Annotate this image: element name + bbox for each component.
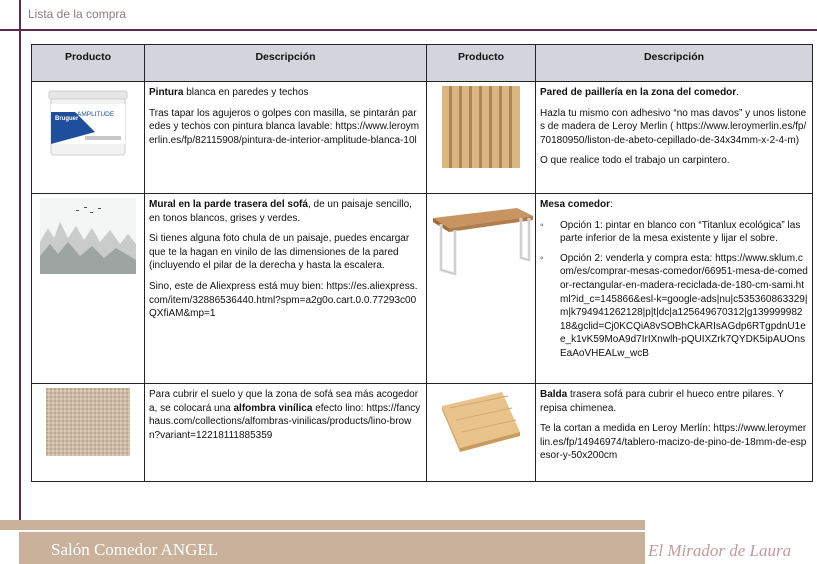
page-title: Lista de la compra <box>28 7 127 21</box>
paint-bucket-image <box>45 86 131 160</box>
shopping-list-table <box>31 44 813 482</box>
product-image-cell <box>427 82 536 194</box>
product-name: Balda <box>540 389 568 400</box>
product-detail: Hazla tu mismo con adhesivo “no mas davos” y unos listones de madera de Leroy Merlin ( https://www.leroymerlin.es/fp/70180950/liston-de-abeto-cepillado-de-34x34mm-x-2-4-m) <box>540 107 807 146</box>
product-name: Mural en la parde trasera del sofá <box>149 199 308 210</box>
foggy-forest-image <box>40 198 136 274</box>
wood-board-image <box>440 388 522 452</box>
option-list <box>540 219 808 361</box>
product-detail: Si tienes alguna foto chula de un paisaje, puedes encargar que te la hagan en vinilo de las dimensiones de la pared (incluyendo el pilar de la derecha y hasta la escalera. <box>149 233 410 272</box>
column-header: Descripción <box>536 45 813 82</box>
product-detail: Tras tapar los agujeros o golpes con masilla, se pintarán paredes y techos con pintura blanca lavable: https://www.leroymerlin.es/fp/82115908/pintura-de-interior-amplitude-blanca-10l <box>149 107 420 146</box>
column-header: Producto <box>32 45 145 82</box>
product-detail: Sino, este de Aliexpress está muy bien: https://es.aliexpress.com/item/32886536440.html?spm=a2g0o.cart.0.0.77293c00QXfiAM&mp=1 <box>149 280 418 320</box>
product-description <box>536 194 813 384</box>
paint-brand-label: Bruguer <box>55 116 79 122</box>
product-description <box>145 82 427 194</box>
product-name: Mesa comedor <box>540 199 611 210</box>
dining-table-image <box>431 198 535 278</box>
column-header: Producto <box>427 45 536 82</box>
table-row <box>32 194 813 384</box>
product-detail: efecto lino: https://fancyhaus.com/collections/alfombras-vinilicas/products/lino-brown?variant=12218111885359 <box>149 402 421 441</box>
product-description <box>536 82 813 194</box>
column-header: Descripción <box>145 45 427 82</box>
brand-signature: El Mirador de Laura <box>648 541 792 560</box>
product-description <box>145 194 427 384</box>
product-note: trasera sofá para cubrir el hueco entre pilares. Y repisa chimenea. <box>540 389 784 414</box>
table-header-row <box>32 45 813 82</box>
list-item: ◦ Opción 1: pintar en blanco con “Titanlux ecológica” las parte inferior de la mesa existente y lijar el sobre. <box>560 219 808 246</box>
product-detail: Te la cortan a medida en Leroy Merlín: https://www.leroymerlin.es/fp/14946974/tablero-macizo-de-pino-de-18mm-de-espesor-y-50x200cm <box>540 423 807 462</box>
product-note: . <box>736 87 739 98</box>
product-image-cell <box>32 384 145 482</box>
product-description <box>536 384 813 482</box>
product-image-cell <box>32 82 145 194</box>
table-row <box>32 384 813 482</box>
product-name: alfombra vinílica <box>233 402 313 414</box>
product-note: : <box>610 199 613 210</box>
table-row <box>32 82 813 194</box>
product-name: Pared de paillería en la zona del comedor <box>540 87 737 98</box>
product-image-cell <box>427 384 536 482</box>
margin-rule <box>19 0 21 520</box>
product-image-cell <box>427 194 536 384</box>
product-name: Pintura <box>149 87 184 98</box>
product-note: , de un paisaje sencillo, en tonos blancos, grises y verdes. <box>149 199 412 224</box>
list-item: ◦ Opción 2: venderla y compra esta: https://www.sklum.com/es/comprar-mesas-comedor/66951-mesa-de-comedor-rectangular-en-madera-reciclada-de-180-cm-sami.html?id_c=145866&esl-k=google-ads|nu|c535360863329|m|k794941262128|p|t|dc|a125649670312|g13999998218&gclid=Cj0KCQiA8vSOBhCkARIsAGdp6RTgpdnU1ee_k1vK59MoA9d7IrIXnwlh-pQUIXZrk7QYDK5ipAUOnsEaAoVHEALw_wcB <box>560 252 808 361</box>
footer-title: Salón Comedor ANGEL <box>51 540 219 559</box>
product-detail: Para cubrir el suelo y que la zona de sofá sea más acogedora, se colocará una <box>149 389 419 414</box>
footer-band <box>0 520 645 530</box>
product-detail: O que realice todo el trabajo un carpintero. <box>540 155 730 167</box>
product-note: blanca en paredes y techos <box>183 87 309 98</box>
product-description <box>145 384 427 482</box>
linen-rug-image <box>46 388 130 456</box>
product-image-cell <box>32 194 145 384</box>
paint-product-label: AMPLITUDE <box>77 111 115 118</box>
wood-slats-image <box>442 86 520 168</box>
header-rule <box>0 29 817 31</box>
